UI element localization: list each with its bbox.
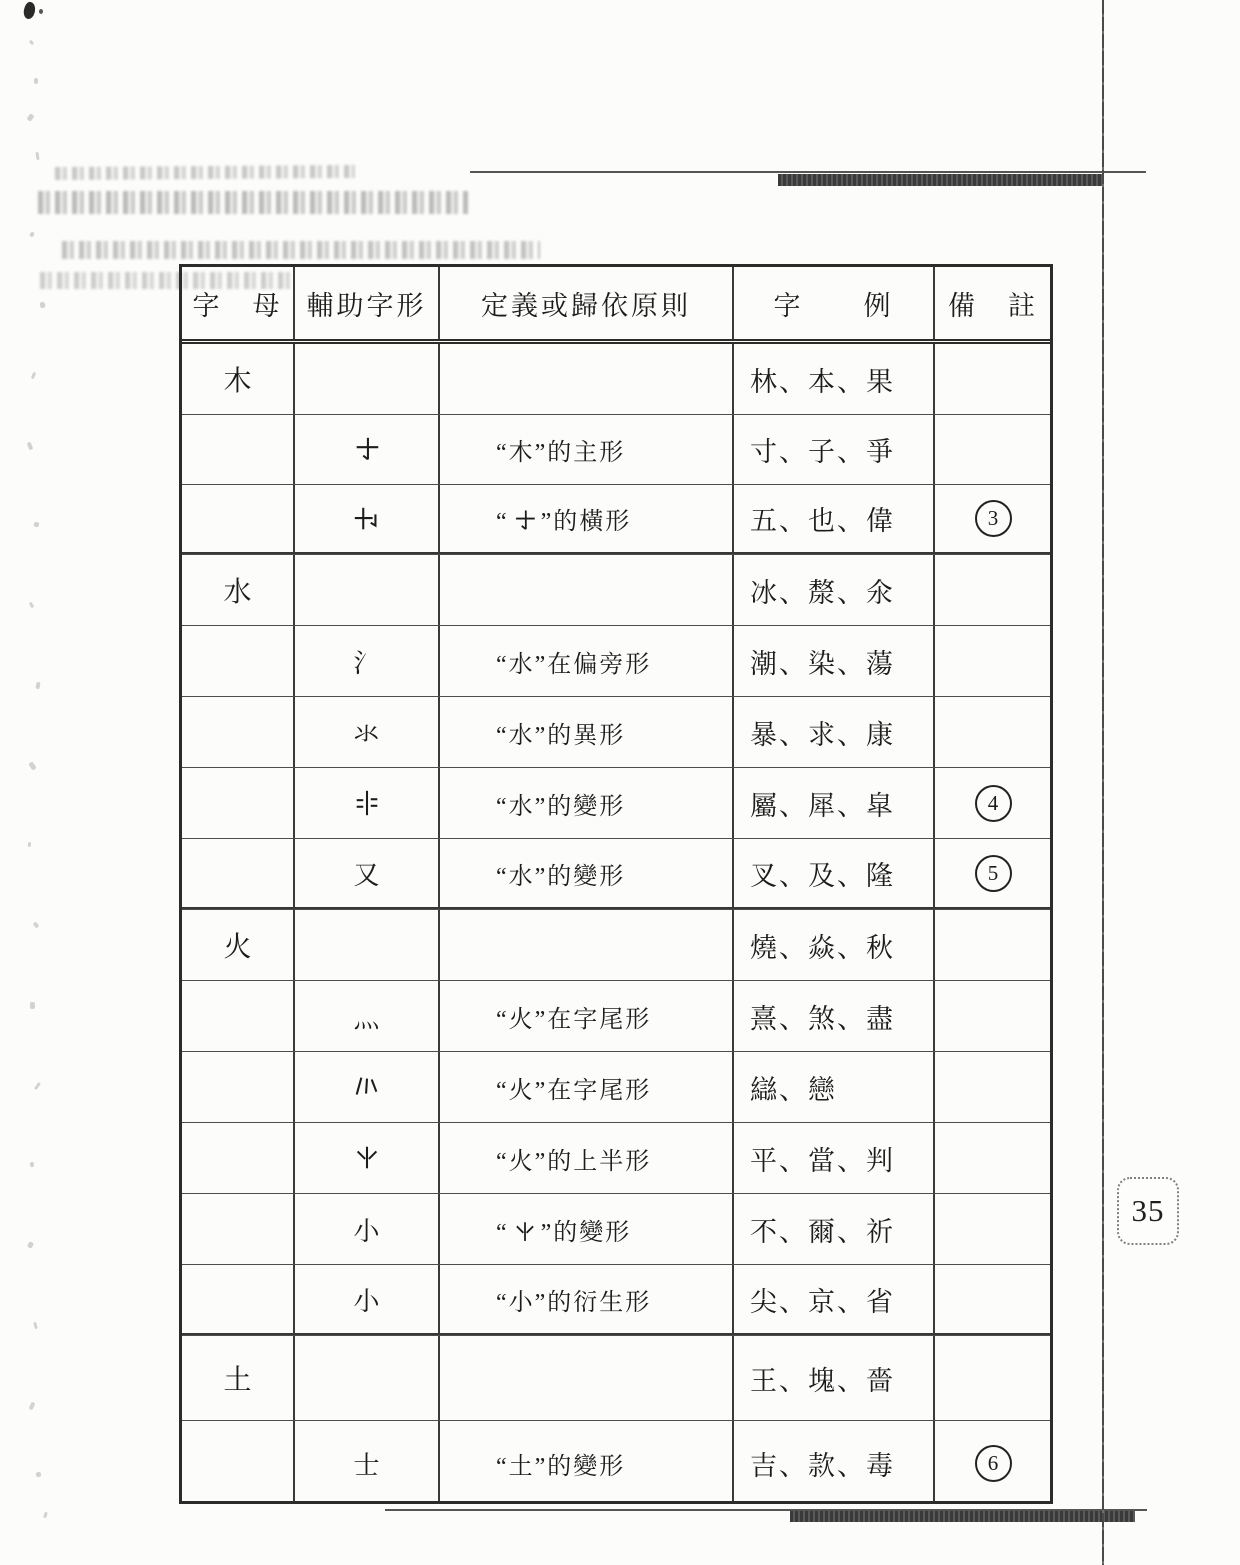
definition-text: “木”的主形 [496,440,626,466]
scan-speck [29,1402,36,1411]
example-characters: 王、塊、嗇 [750,1365,895,1396]
scan-speck [27,1241,34,1249]
table-row [182,484,1050,554]
definition-cell [438,415,732,484]
table-row [182,1335,1050,1420]
examples-cell [732,555,933,625]
table-body [182,344,1050,1504]
examples-cell [732,1123,933,1193]
bottom-thick-bar [790,1511,1135,1522]
example-characters: 屬、犀、皐 [750,790,895,821]
remark-cell [933,626,1051,696]
scan-speck [28,842,31,847]
remark-number: 6 [987,1450,999,1475]
remark-cell [933,344,1051,414]
vertical-side-ticks-glyph [352,788,382,818]
remark-number: 5 [987,860,999,885]
header-definition: 定義或歸依原則 [438,267,732,339]
definition-text: “小”的衍生形 [496,1289,652,1316]
example-characters: 林、本、果 [750,366,895,397]
letter-cell [182,768,293,838]
definition-cell [438,1265,732,1333]
definition-text: “火”在字尾形 [496,1006,652,1033]
aux-form-character: 小 [353,1286,380,1316]
remark-cell [933,1052,1051,1122]
table-row [182,1051,1050,1122]
aux-form-cell [293,415,438,484]
example-characters: 叉、及、隆 [750,860,895,891]
aux-form-cell [293,697,438,767]
header-letter: 字 母 [192,290,283,321]
remark-cell [933,981,1051,1051]
definition-cell [438,839,732,907]
definition-cell [438,626,732,696]
example-characters: 䜌、戀 [750,1074,837,1105]
letter-cell [182,485,293,552]
table-row [182,1420,1050,1504]
aux-form-cell [293,1194,438,1264]
scan-speck [29,40,35,46]
definition-cell [438,910,732,980]
definition-cell [438,1336,732,1420]
examples-cell [732,910,933,980]
scan-speck [29,231,35,237]
remark-cell [933,1336,1051,1420]
example-characters: 熹、煞、盡 [750,1003,895,1034]
definition-text [496,1212,631,1247]
aux-form-character: 小 [353,1216,380,1246]
table-row [182,554,1050,625]
definition-cell [438,1194,732,1264]
ghost-text-strip [62,241,540,259]
scan-speck [30,1162,35,1168]
letter-cell [182,1421,293,1504]
aux-form-cell [293,1336,438,1420]
definition-text: “火”的上半形 [496,1148,652,1175]
definition-cell [438,1052,732,1122]
examples-cell [732,697,933,767]
aux-form-cell [293,910,438,980]
scan-speck [34,1082,41,1090]
definition-cell [438,1421,732,1504]
scan-speck [27,442,34,451]
scan-speck [33,921,40,928]
definition-cell [438,981,732,1051]
definition-quote-open: “ [496,509,509,535]
sprout-glyph [352,1143,382,1173]
page-number: 35 [1131,1193,1165,1228]
table-row [182,980,1050,1051]
remark-cell [933,485,1051,552]
scan-speck [39,301,45,308]
letter-cell [182,839,293,907]
aux-form-character: 氵 [353,648,380,678]
definition-text: “土”的變形 [496,1453,626,1480]
definition-cell [438,697,732,767]
letter-cell [182,1194,293,1264]
remark-cell [933,768,1051,838]
example-characters: 燒、焱、秋 [750,932,895,963]
aux-form-cell [293,344,438,414]
examples-cell [732,839,933,907]
remark-circled-number [975,1445,1012,1482]
example-characters: 平、當、判 [750,1145,895,1176]
letter-character: 水 [223,577,252,608]
definition-cell [438,485,732,552]
table-row [182,625,1050,696]
table-row [182,909,1050,980]
examples-cell [732,981,933,1051]
examples-cell [732,1194,933,1264]
definition-quote-open: “ [496,1219,509,1246]
letter-cell [182,910,293,980]
page-binding-line [1102,0,1104,1565]
table-row [182,1193,1050,1264]
aux-form-cell [293,1265,438,1333]
letter-cell [182,1265,293,1333]
table-row [182,767,1050,838]
letter-cell [182,344,293,414]
examples-cell [732,768,933,838]
table-row [182,1264,1050,1335]
example-characters: 寸、子、爭 [750,437,895,467]
table-row [182,838,1050,909]
remark-cell [933,839,1051,907]
examples-cell [732,1421,933,1504]
ghost-text-strip [38,191,468,214]
letter-cell [182,1123,293,1193]
definition-text [496,501,631,536]
header-examples: 字 例 [732,267,933,339]
remark-cell [933,1123,1051,1193]
aux-form-cell [293,1123,438,1193]
aux-form-character: 灬 [353,1003,380,1033]
example-characters: 吉、款、毒 [750,1450,895,1481]
scan-artifact-dot [39,9,43,14]
definition-cell [438,344,732,414]
example-characters: 尖、京、省 [750,1286,895,1317]
aux-form-cell [293,555,438,625]
remark-cell [933,910,1051,980]
remark-circled-number [975,855,1012,892]
three-ticks-glyph [352,1072,382,1102]
aux-form-character: 又 [353,860,380,890]
ghost-text-strip [55,165,355,180]
scan-speck [35,682,40,690]
scan-artifact-corner-mark [22,1,37,20]
letter-cell [182,1336,293,1420]
table-row [182,1122,1050,1193]
definition-text: “水”在偏旁形 [496,651,652,678]
top-rule-line [470,171,1146,173]
table-row [182,414,1050,484]
character-form-table [179,264,1053,1504]
letter-character: 火 [223,932,252,963]
remark-cell [933,415,1051,484]
remark-circled-number [975,785,1012,822]
header-aux-form: 輔助字形 [293,267,438,339]
aux-form-cell [293,839,438,907]
letter-cell [182,555,293,625]
definition-cell [438,768,732,838]
examples-cell [732,1336,933,1420]
remark-cell [933,697,1051,767]
remark-number: 3 [987,506,999,530]
example-characters: 暴、求、康 [750,719,895,750]
examples-cell [732,344,933,414]
header-remarks: 備 註 [933,267,1051,339]
cross-vertical-hook-glyph [352,435,382,465]
scan-speck [26,113,34,122]
cross-vertical-hook-glyph [512,508,538,534]
scan-speck [43,1512,48,1519]
sprout-glyph [512,1219,538,1245]
examples-cell [732,1052,933,1122]
example-characters: 不、爾、祈 [750,1216,895,1247]
aux-form-cell [293,626,438,696]
examples-cell [732,626,933,696]
page-number-box [1117,1177,1179,1245]
examples-cell [732,1265,933,1333]
definition-cell [438,1123,732,1193]
letter-cell [182,697,293,767]
scan-speck [30,1002,35,1009]
cross-horizontal-hook-glyph [352,504,382,534]
top-thick-bar [778,174,1104,186]
aux-form-cell [293,768,438,838]
remark-cell [933,1265,1051,1333]
definition-text: “水”的變形 [496,863,626,890]
definition-text: “水”的異形 [496,722,626,749]
definition-quote-close: ”的橫形 [540,509,632,535]
scan-speck [29,602,34,609]
remark-circled-number [975,500,1012,537]
aux-form-character: 士 [353,1450,380,1480]
remark-cell [933,1421,1051,1504]
example-characters: 冰、漦、氽 [750,577,895,608]
definition-cell [438,555,732,625]
definition-text: “水”的變形 [496,793,626,820]
scan-speck [33,521,39,527]
letter-cell [182,1052,293,1122]
remark-cell [933,555,1051,625]
scan-speck [33,1322,38,1330]
table-header-row [182,267,1050,344]
remark-number: 4 [987,790,999,815]
scan-speck [35,1471,41,1477]
scan-speck [35,152,39,160]
letter-cell [182,415,293,484]
examples-cell [732,415,933,484]
letter-character: 木 [223,366,252,397]
scan-speck [28,761,37,770]
example-characters: 潮、染、蕩 [750,648,895,679]
letter-cell [182,626,293,696]
definition-text: “火”在字尾形 [496,1077,652,1104]
aux-form-cell [293,485,438,552]
aux-form-cell [293,1421,438,1504]
examples-cell [732,485,933,552]
scan-speck [31,372,36,380]
definition-quote-close: ”的變形 [540,1219,632,1246]
aux-form-cell [293,1052,438,1122]
example-characters: 五、也、偉 [750,506,895,536]
table-row [182,344,1050,414]
table-row [182,696,1050,767]
aux-form-character: 氺 [353,719,380,749]
aux-form-cell [293,981,438,1051]
letter-cell [182,981,293,1051]
letter-character: 土 [223,1365,252,1396]
scan-speck [34,78,38,84]
remark-cell [933,1194,1051,1264]
